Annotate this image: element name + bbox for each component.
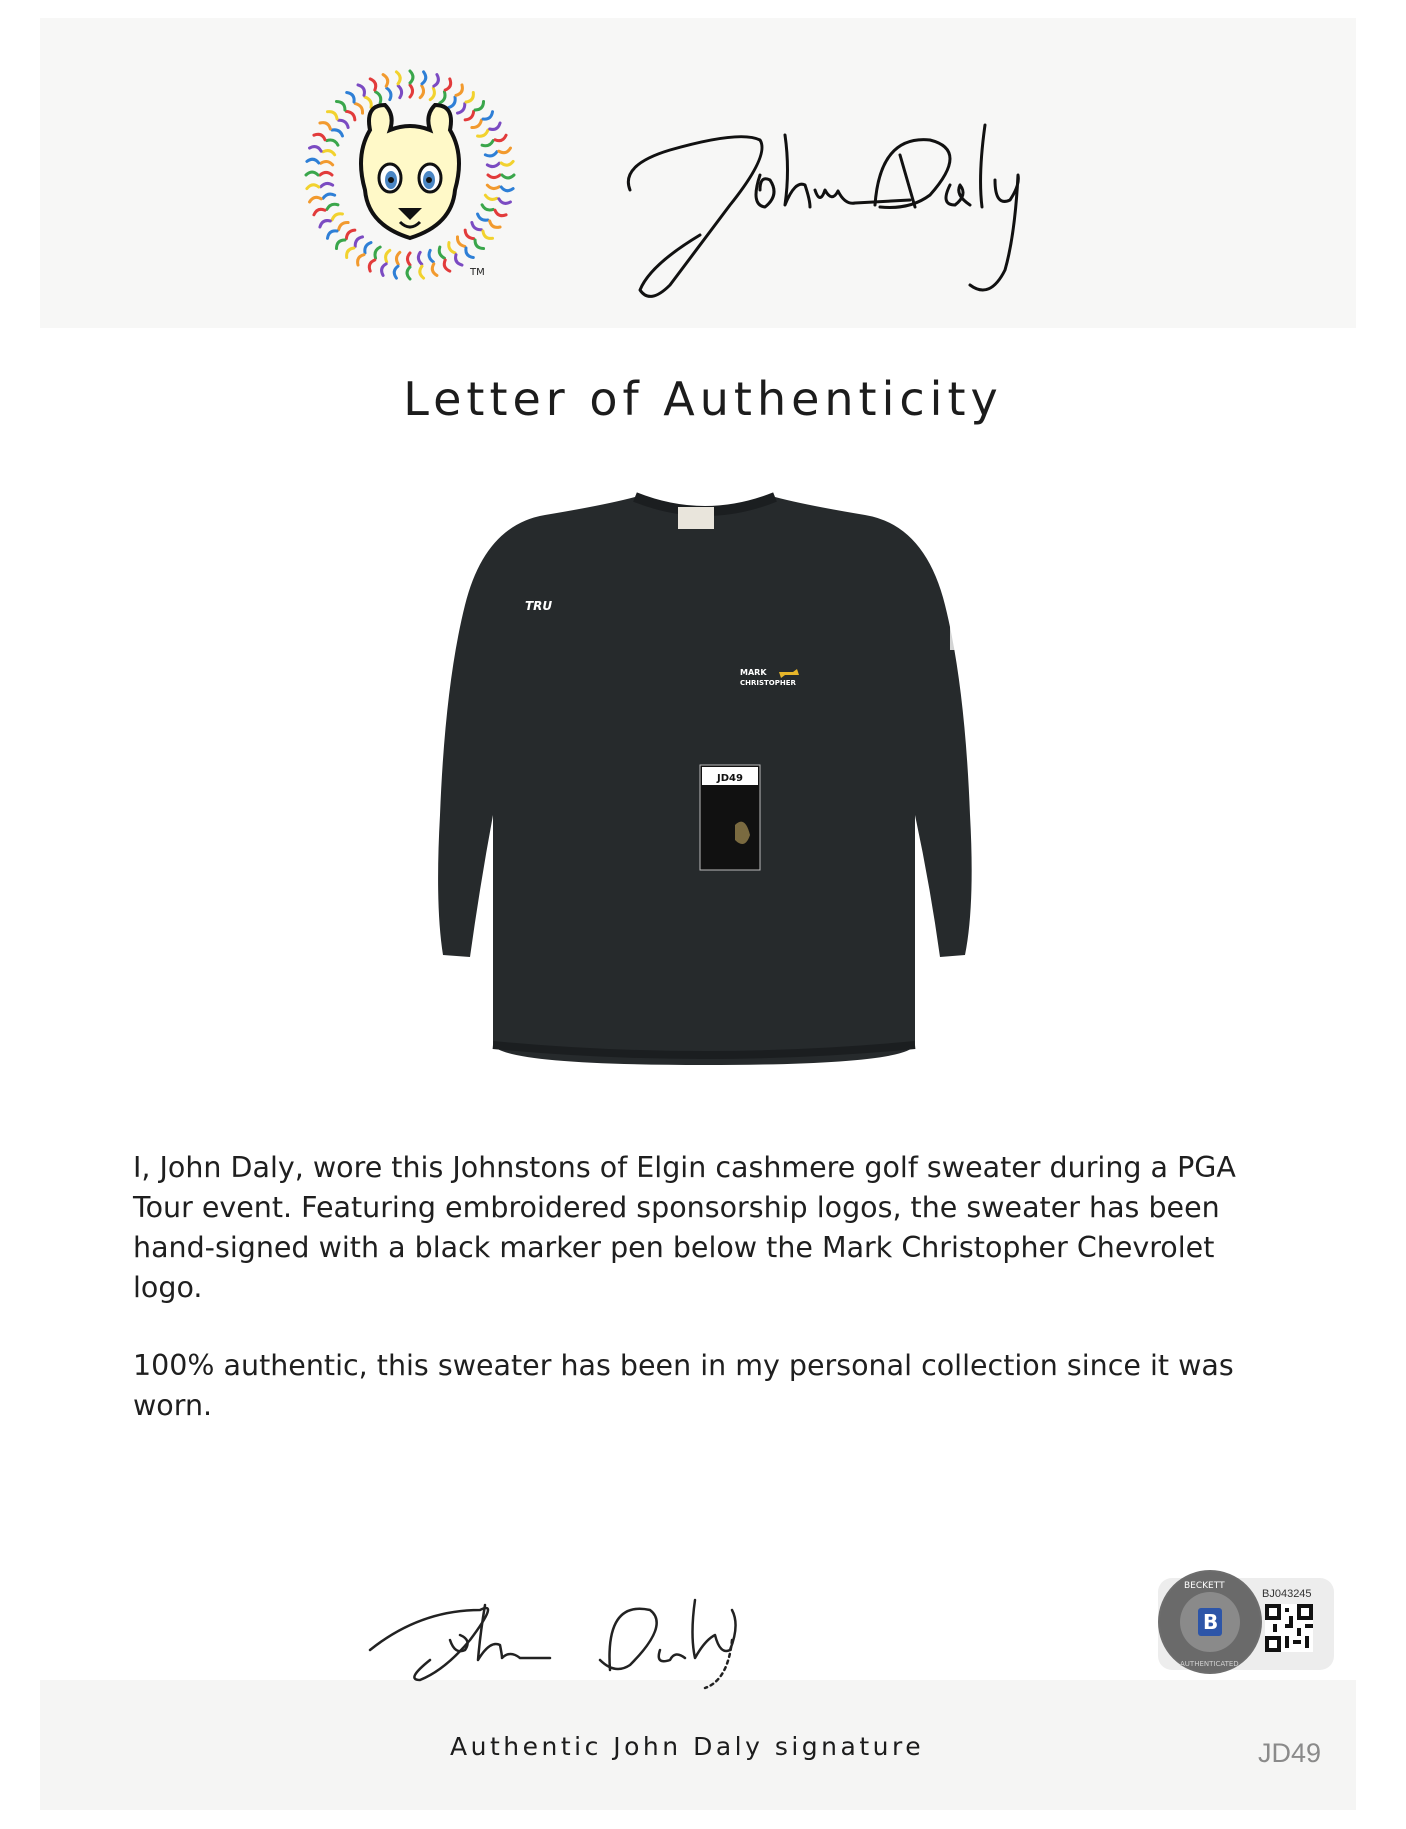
sleeve-logo-text: TRU	[525, 599, 553, 613]
mane-ray	[485, 152, 497, 156]
mane-ray	[432, 264, 437, 276]
mane-ray	[475, 101, 483, 109]
mane-ray	[465, 111, 473, 119]
mane-ray	[407, 253, 410, 265]
mane-ray	[332, 130, 342, 136]
mane-ray	[466, 92, 473, 102]
mane-ray	[386, 250, 390, 262]
mane-ray	[472, 120, 482, 127]
mane-ray	[457, 237, 464, 247]
mane-ray	[495, 210, 506, 215]
mane-ray	[365, 97, 371, 107]
mane-ray	[314, 134, 325, 139]
mane-ray	[355, 104, 362, 114]
mane-ray	[475, 240, 483, 248]
mane-ray	[478, 130, 488, 136]
beckett-code: BJ043245	[1262, 1588, 1312, 1600]
mane-ray	[410, 85, 413, 97]
mane-ray	[339, 222, 349, 229]
mane-ray	[449, 243, 455, 253]
mane-ray	[310, 197, 322, 202]
mane-ray	[478, 214, 488, 220]
mane-ray	[394, 266, 398, 278]
mane-ray	[418, 252, 421, 264]
mane-ray	[429, 250, 433, 262]
mane-ray	[482, 205, 493, 210]
mane-ray	[321, 183, 333, 186]
mane-ray	[502, 175, 514, 178]
mane-ray	[457, 104, 464, 114]
footer-signature-image	[360, 1540, 810, 1690]
mane-ray	[355, 237, 362, 247]
mane-ray	[487, 185, 499, 188]
mane-ray	[323, 151, 335, 155]
letter-body	[133, 1148, 1273, 1426]
svg-text:B: B	[1203, 1610, 1219, 1634]
mane-ray	[370, 79, 376, 90]
mane-ray	[339, 120, 349, 127]
mane-ray	[445, 79, 450, 90]
mane-ray	[501, 161, 513, 165]
mane-ray	[369, 260, 374, 271]
body-paragraph-2: 100% authentic, this sweater has been in my personal collection since it was worn.	[133, 1349, 1234, 1422]
chest-logo-line-1: MARK	[740, 668, 767, 677]
mane-ray	[456, 255, 462, 265]
mane-ray	[382, 264, 387, 276]
mane-ray	[320, 123, 330, 129]
mane-ray	[347, 248, 354, 258]
mane-ray	[483, 112, 493, 119]
mane-ray	[487, 163, 499, 166]
mane-ray	[420, 86, 423, 98]
mane-ray	[314, 209, 325, 215]
mane-ray	[321, 161, 333, 164]
mane-ray	[465, 230, 473, 238]
mane-ray	[387, 88, 391, 100]
mane-ray	[347, 92, 354, 102]
qr-code-icon	[1265, 1604, 1313, 1652]
mane-ray	[323, 194, 335, 198]
mane-ray	[407, 267, 410, 279]
signature-caption: Authentic John Daly signature	[450, 1732, 925, 1761]
mane-ray	[483, 231, 493, 238]
trademark-label: TM	[470, 267, 485, 278]
mane-ray	[307, 159, 319, 163]
mane-ray	[336, 240, 344, 248]
mane-ray	[336, 101, 344, 109]
mane-ray	[358, 85, 364, 95]
mane-ray	[449, 97, 455, 107]
mane-ray	[327, 112, 337, 119]
mane-ray	[495, 135, 506, 141]
mane-ray	[383, 75, 388, 87]
mane-ray	[485, 195, 497, 199]
mane-ray	[410, 71, 413, 83]
header-signature-image	[610, 95, 1110, 305]
mane-ray	[365, 243, 371, 253]
photo-tag-label: JD49	[717, 773, 743, 784]
mane-ray	[332, 214, 342, 220]
page-title: Letter of Authenticity	[403, 372, 1003, 426]
sweater-photo	[405, 485, 1005, 1105]
seal-text-top: BECKETT	[1184, 1581, 1225, 1591]
mane-ray	[307, 185, 319, 189]
mane-ray	[434, 75, 439, 87]
item-code: JD49	[1258, 1738, 1322, 1768]
mane-ray	[456, 85, 462, 95]
mane-ray	[398, 86, 401, 98]
mane-ray	[358, 255, 364, 265]
seal-text-bottom: AUTHENTICATED	[1180, 1660, 1239, 1668]
mane-ray	[306, 172, 318, 175]
mane-ray	[488, 175, 500, 178]
mane-ray	[490, 123, 500, 129]
mane-ray	[440, 92, 445, 103]
mane-ray	[327, 204, 338, 209]
lion-logo-icon	[290, 60, 530, 300]
mane-ray	[466, 248, 473, 258]
mane-ray	[490, 221, 500, 227]
body-paragraph-1: I, John Daly, wore this Johnstons of Elgin cashmere golf sweater during a PGA Tour event. Featuring embroidered sponsorship logos, the sweater has been hand-signed with a black marker pen below the Mark Christopher Chevrolet logo.	[133, 1151, 1236, 1304]
mane-ray	[430, 88, 434, 100]
mane-ray	[422, 72, 426, 84]
mane-ray	[499, 148, 511, 153]
mane-ray	[320, 172, 332, 175]
mane-ray	[346, 111, 354, 119]
mane-ray	[310, 147, 322, 152]
mane-ray	[439, 247, 444, 258]
mane-ray	[327, 231, 337, 238]
mane-ray	[396, 252, 399, 264]
mane-ray	[472, 222, 482, 229]
beckett-seal-icon	[1158, 1570, 1262, 1674]
mane-ray	[501, 187, 513, 191]
mane-ray	[376, 92, 381, 103]
mane-ray	[375, 247, 380, 258]
mane-ray	[346, 230, 354, 238]
mane-ray	[499, 199, 511, 204]
mane-ray	[327, 140, 338, 145]
mane-ray	[320, 221, 330, 227]
mane-ray	[420, 266, 424, 278]
chest-logo-line-2: CHRISTOPHER	[740, 679, 796, 687]
mane-ray	[444, 260, 450, 271]
mane-ray	[396, 72, 400, 84]
mane-ray	[482, 141, 493, 146]
